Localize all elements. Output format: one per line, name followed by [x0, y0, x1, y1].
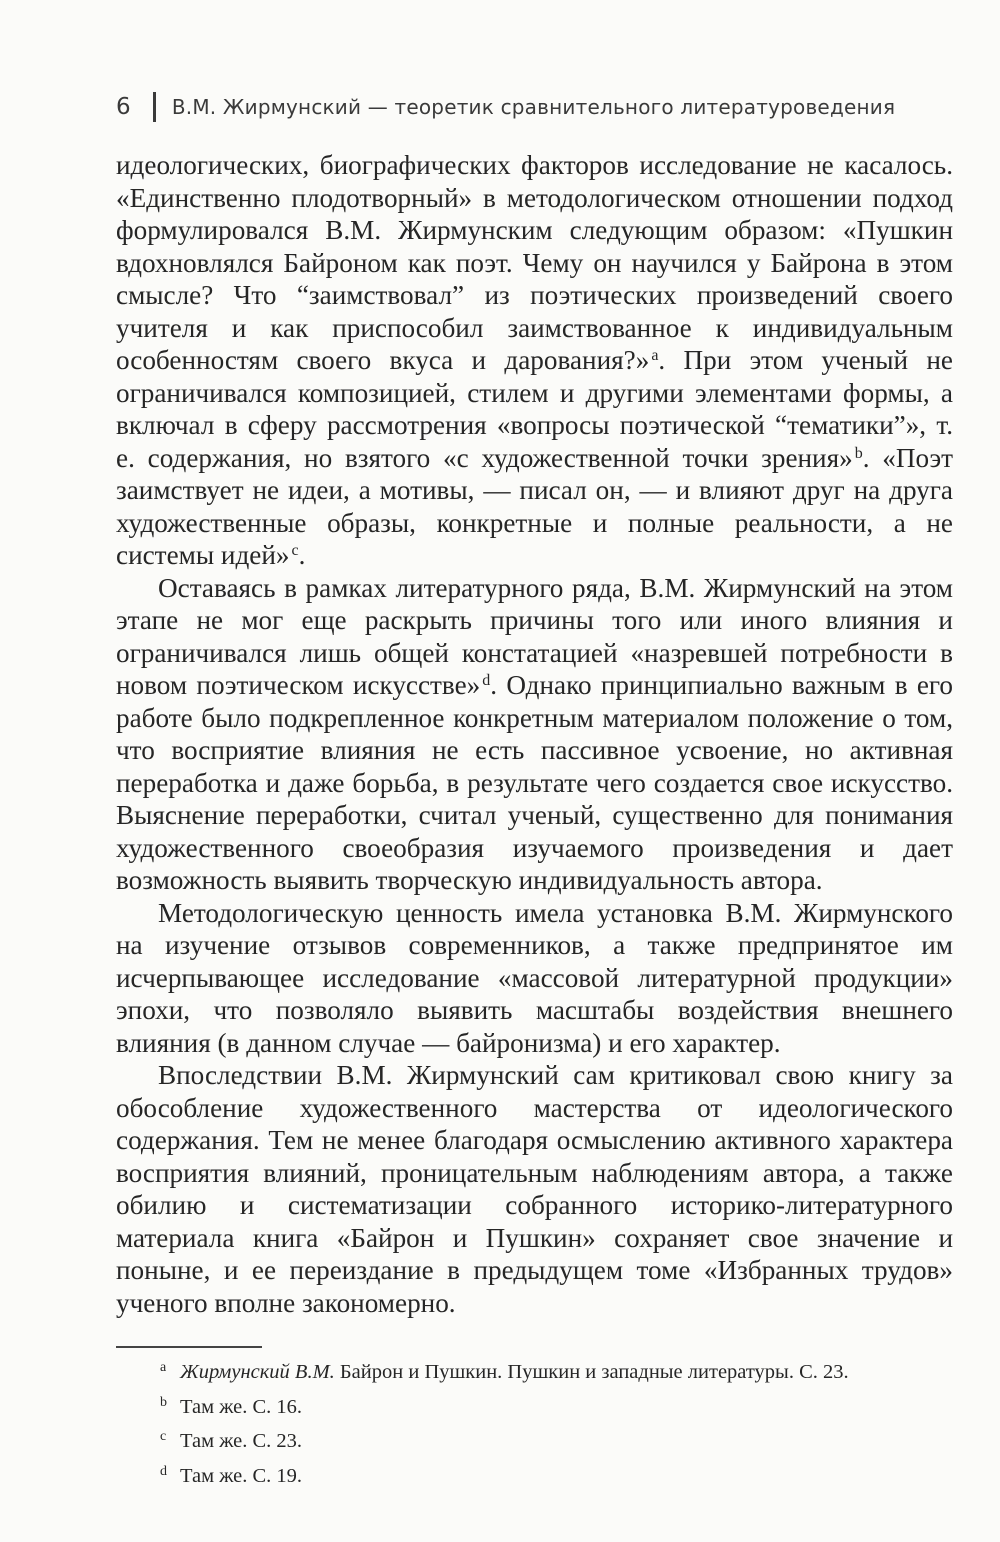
footnote-text: Там же. С. 19. [180, 1464, 302, 1487]
footnote-marker: d [160, 1463, 167, 1479]
footnote-marker: a [160, 1360, 167, 1375]
footnotes [160, 1353, 849, 1491]
footnote-b [160, 1388, 849, 1423]
footnote-ref-b[interactable]: b [854, 444, 863, 462]
paragraph-4: Впоследствии В.М. Жирмунский сам критиковал свою книгу за обособление художественного мастерства от идеологического содержания. Тем не менее благодаря осмыслению активного характера восприятия влияний, проницательным наблюдениям автора, а также обилию и систематизации собранного историко-литературного материала книга «Байрон и Пушкин» сохраняет свое значение и поныне, и ее переиздание в предыдущем томе «Избранных трудов» ученого вполне закономерно. [116, 1060, 953, 1318]
header-divider [153, 92, 156, 122]
paragraph-2-text-2: . Однако принципиально важным в его работе было подкрепленное конкретным материалом положение о том, что восприятие влияния не есть пассивное усвоение, но активная переработка и даже борьба, в результате чего создается свое искусство. Выяснение переработки, считал ученый, существенно для понимания художественного своеобразия изучаемого произведения и дает возможность выявить творческую индивидуальность автора. [116, 670, 953, 895]
footnote-ref-a[interactable]: a [651, 347, 659, 364]
page-number: 6 [116, 94, 131, 120]
footnote-marker: c [160, 1429, 167, 1444]
paragraph-1-text-4: . [298, 540, 306, 570]
footnote-ref-c[interactable]: c [291, 542, 299, 559]
paragraph-3: Методологическую ценность имела установка В.М. Жирмунского на изучение отзывов современников, а также предпринятое им исчерпывающее исследование «массовой литературной продукции» эпохи, что позволяло выявить масштабы воздействия внешнего влияния (в данном случае — байронизма) и его характер. [116, 897, 953, 1058]
paragraph-2 [116, 572, 953, 897]
footnote-text: Байрон и Пушкин. Пушкин и западные литературы. С. 23. [334, 1361, 849, 1383]
paragraph-1-text-1: идеологических, биографических факторов исследование не касалось. «Единственно плодотворный» в методологическом отношении подход формулировался В.М. Жирмунским следующим образом: «Пушкин вдохновлялся Байроном как поэт. Чему он научился у Байрона в этом смысле? Что “заимствовал” из поэтических произведений своего учителя и как приспособил заимствованное к индивидуальным особенностям своего вкуса и дарования?» [116, 150, 953, 375]
footnote-ref-d[interactable]: d [482, 672, 491, 689]
paragraph-1-text-2: . При этом ученый не ограничивался композицией, стилем и другими элементами формы, а включал в сферу рассмотрения «вопросы поэтической “тематики”», т. е. содержания, но взятого «с художественной точки зрения» [116, 345, 953, 473]
main-text [116, 149, 953, 1319]
footnote-a [160, 1353, 849, 1388]
running-title: В.М. Жирмунский — теоретик сравнительного литературоведения [171, 95, 896, 119]
footnote-author: Жирмунский В.М. [180, 1361, 335, 1383]
paragraph-1 [116, 149, 953, 572]
paragraph-2-text-1: Оставаясь в рамках литературного ряда, В.М. Жирмунский на этом этапе не мог еще раскрыть причины того или иного влияния и ограничивался лишь общей констатацией «назревшей потребности в новом поэтическом искусстве» [116, 572, 953, 700]
footnote-text: Там же. С. 16. [180, 1395, 302, 1418]
footnote-text: Там же. С. 23. [180, 1430, 302, 1452]
footnote-marker: b [160, 1394, 167, 1410]
running-header [116, 92, 895, 122]
footnote-d [160, 1457, 849, 1492]
footnote-c [160, 1422, 849, 1457]
paragraph-1-text-3: . «Поэт заимствует не идеи, а мотивы, — писал он, — и влияют друг на друга художественные образы, конкретные и полные реальности, а не системы идей» [116, 442, 953, 570]
footnote-separator [116, 1346, 262, 1348]
